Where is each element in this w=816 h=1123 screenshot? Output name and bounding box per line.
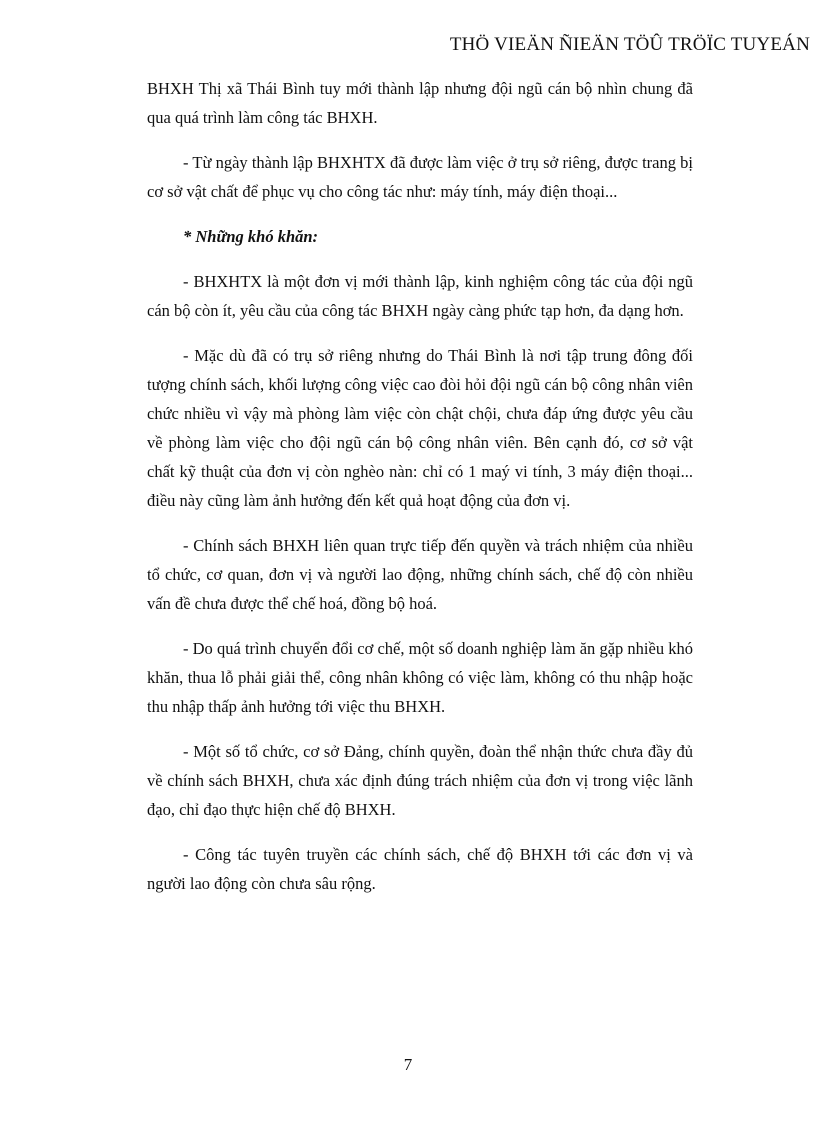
paragraph-difficulty-enterprises: - Do quá trình chuyển đổi cơ chế, một số doanh nghiệp làm ăn gặp nhiều khó khăn, thua lỗ phải giải thể, công nhân không có việc làm, không có thu nhập hoặc thu nhập thấp ảnh hưởng tới việc thu BHXH. <box>147 639 693 716</box>
document-body <box>147 74 693 914</box>
paragraph-difficulty-facilities: - Mặc dù đã có trụ sở riêng nhưng do Thái Bình là nơi tập trung đông đối tượng chính sách, khối lượng công việc cao đòi hỏi đội ngũ cán bộ công nhân viên chức nhiều vì vậy mà phòng làm việc còn chật chội, chưa đáp ứng được yêu cầu về phòng làm việc cho đội ngũ cán bộ công nhân viên. Bên cạnh đó, cơ sở vật chất kỹ thuật của đơn vị còn nghèo nàn: chỉ có 1 maý vi tính, 3 máy điện thoại... điều này cũng làm ảnh hưởng đến kết quả hoạt động của đơn vị. <box>147 346 693 510</box>
paragraph-intro: BHXH Thị xã Thái Bình tuy mới thành lập nhưng đội ngũ cán bộ nhìn chung đã qua quá trình làm công tác BHXH. <box>147 79 693 127</box>
page-number: 7 <box>403 1055 413 1074</box>
paragraph-difficulty-propaganda: - Công tác tuyên truyền các chính sách, chế độ BHXH tới các đơn vị và người lao động còn chưa sâu rộng. <box>147 845 693 893</box>
paragraph-office: - Từ ngày thành lập BHXHTX đã được làm việc ở trụ sở riêng, được trang bị cơ sở vật chất để phục vụ cho công tác như: máy tính, máy điện thoại... <box>147 153 693 201</box>
paragraph-difficulty-awareness: - Một số tổ chức, cơ sở Đảng, chính quyền, đoàn thể nhận thức chưa đầy đủ về chính sách BHXH, chưa xác định đúng trách nhiệm của đơn vị trong việc lãnh đạo, chỉ đạo thực hiện chế độ BHXH. <box>147 742 693 819</box>
paragraph-difficulty-policy: - Chính sách BHXH liên quan trực tiếp đến quyền và trách nhiệm của nhiều tổ chức, cơ quan, đơn vị và người lao động, những chính sách, chế độ còn nhiều vấn đề chưa được thể chế hoá, đồng bộ hoá. <box>147 536 693 613</box>
page-header: THÖ VIEÄN ÑIEÄN TÖÛ TRÖÏC TUYEÁN <box>449 34 810 55</box>
paragraph-difficulty-new-unit: - BHXHTX là một đơn vị mới thành lập, kinh nghiệm công tác của đội ngũ cán bộ còn ít, yêu cầu của công tác BHXH ngày càng phức tạp hơn, đa dạng hơn. <box>147 272 693 320</box>
section-heading-difficulties: * Những khó khăn: <box>183 227 319 246</box>
